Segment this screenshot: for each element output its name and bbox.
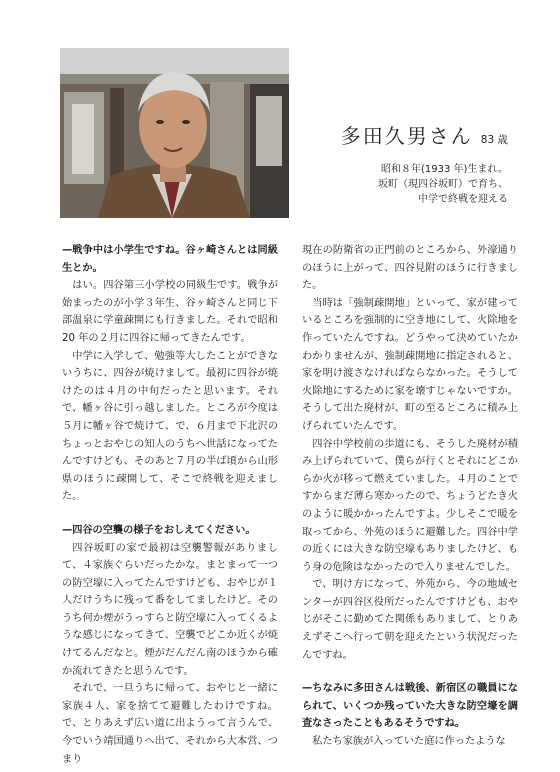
interview-answer: 四谷中学校前の歩道にも、そうした廃材が積み上げられていて、僕らが行くとそれにどこからか火が移って燃えていました。４月のことですからまだ薄ら寒かったので、ちょうどたき火のように暖かかったんですよ。少しそこで暖を取ってから、外苑のほうに避難した。四谷中学の近くには大きな防空壕もありましたけど、もう身の危険はなかったので入りませんでした。	[302, 438, 518, 573]
person-age: 83 歳	[480, 134, 508, 146]
interview-answer: 中学に入学して、勉強等大したことができないうちに、四谷が焼けまして。最初に四谷が焼けたのは４月の中旬だったと思います。それで、幡ヶ谷に引っ越しました。ところが今度は５月に幡ヶ谷で焼けて、で、６月まで下北沢のちょっとおやじの知人のうちへ世話になってたんですけども、そのあと７月の半ば頃から山形県のほうに疎開して、そこで終戦を迎えました。	[62, 350, 278, 503]
person-name: 多田久男さん	[340, 124, 473, 148]
interview-answer: 現在の防衛省の正門前のところから、外濠通りのほうに上がって、四谷見附のほうに行きました。	[302, 245, 518, 292]
paragraph-gap	[62, 506, 278, 522]
interview-answer: 私たち家族が入っていた庭に作ったような	[312, 736, 506, 748]
interview-answer: 四谷坂町の家で最初は空襲警報がありまして、４家族ぐらいだったかな。まとまって一つの防空壕に入ってたんですけども、おやじが１人だけうちに残って番をしてましたけど。そのうち何か煙がうっすらと防空壕に入ってくるような感じになってきて、空襲でどこか近くが焼けてるんだなと。煙がだんだん南のほうから確か流れてきたと思うんです。	[62, 542, 278, 677]
person-heading	[341, 120, 508, 149]
portrait-photo	[60, 48, 289, 218]
bio-line: 昭和８年(1933 年)生まれ。	[380, 164, 508, 175]
interview-question: —戦争中は小学生ですね。谷ヶ崎さんとは同級生とか。	[62, 245, 278, 274]
interview-answer: で、明け方になって、外苑から、今の地域センターが四谷区役所だったんですけども、おやじがそこに勤めてた関係もありまして、とりあえずそこへ行って朝を迎えたという状況だったんですね。	[302, 579, 518, 661]
interview-answer: 当時は「強制疎開地」といって、家が建っているところを強制的に空き地にして、火除地を作っていたんですね。どうやって決めていたかわかりませんが、強制疎開地に指定されると、家を明け渡さなければならなかった。そうして火除地にするために家を壊すじゃないですか。そうして出た廃材が、町の至るところに積み上げられていたんです。	[302, 297, 518, 432]
left-column	[62, 242, 278, 768]
person-bio	[378, 162, 508, 207]
interview-question: —四谷の空襲の様子をおしえてください。	[62, 524, 256, 536]
interview-question: —ちなみに多田さんは戦後、新宿区の職員になられて、いくつか残っていた大きな防空壕を調査なさったこともあるそうですね。	[302, 683, 518, 730]
right-column	[302, 242, 518, 751]
interview-answer: はい。四谷第三小学校の同級生です。戦争が始まったのが小学３年生、谷ヶ崎さんと同じ下部温泉に学童疎開にも行きました。それで昭和20 年の２月に四谷に帰ってきたんです。	[62, 280, 278, 344]
bio-line: 坂町（現四谷坂町）で育ち、	[378, 179, 508, 190]
bio-line: 中学で終戦を迎える	[418, 194, 508, 205]
paragraph-gap	[302, 664, 518, 680]
interview-answer: それで、一旦うちに帰って、おやじと一緒に家族４人、家を捨てて避難したわけですね。で、とりあえず広い道に出ようって言うんで、今でいう靖国通りへ出て、それから大本営、つまり	[62, 683, 278, 765]
